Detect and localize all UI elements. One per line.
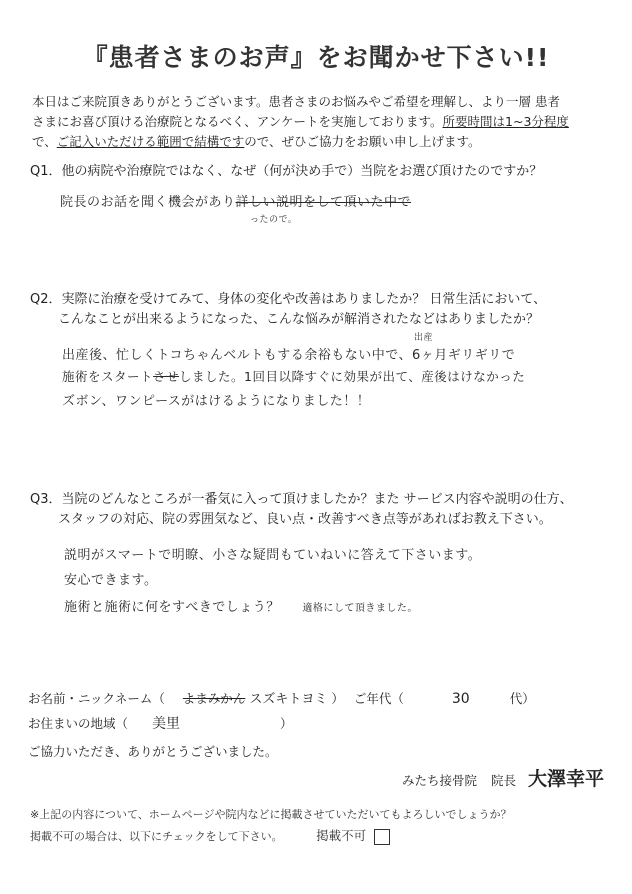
question-1-text: Q1．他の病院や治療院ではなく、なぜ（何が決め手で）当院をお選び頂けたのですか？ — [30, 164, 543, 179]
intro-line-1: 本日はご来院頂きありがとうございます。患者さまのお悩みやご希望を理解し、より一層 患者 — [32, 94, 560, 109]
intro-text — [32, 92, 612, 152]
name-close: ） — [331, 691, 344, 706]
name-label: お名前・ニックネーム（ — [28, 691, 165, 706]
answer-3-line-2: 安心できます。 — [64, 573, 158, 588]
thanks-text: ご協力いただき、ありがとうございました。 — [28, 744, 278, 759]
time-note: 所要時間は1~3分程度 — [442, 114, 569, 129]
answer-1-line-1 — [60, 191, 411, 210]
area-label: お住まいの地域（ — [28, 716, 129, 731]
question-3-line-2: スタッフの対応、院の雰囲気など、良い点・改善すべき点等があればお教え下さい。 — [58, 512, 552, 527]
footer-note-2-row — [30, 826, 390, 845]
answer-2-struck: させ — [153, 369, 180, 384]
name-value[interactable]: スズキトヨミ — [249, 692, 328, 707]
answer-1-main: 院長のお話を聞く機会があり — [60, 195, 236, 210]
intro-line-2-text: さまにお喜び頂ける治療院となるべく、アンケートを実施しております。 — [32, 114, 443, 129]
age-label: ご年代（ — [353, 691, 404, 706]
signature — [402, 764, 604, 791]
director-name: 大澤幸平 — [527, 768, 604, 790]
answer-2-insert: 出産 — [414, 333, 434, 343]
intro-line-2 — [32, 112, 612, 132]
answer-3-line-3 — [64, 596, 418, 615]
clinic-name: みたち接骨院 — [401, 773, 477, 788]
footer-note-1: ※上記の内容について、ホームページや院内などに掲載させていただいてもよろしいでしょうか？ — [30, 808, 512, 821]
question-2-line-2: こんなことが出来るようになった、こんな悩みが解消されたなどはありましたか？ — [58, 312, 540, 327]
checkbox-label: 掲載不可 — [316, 828, 367, 843]
question-3-line-1: Q3．当院のどんなところが一番気に入って頂けましたか？また サービス内容や説明の仕方、 — [30, 492, 573, 507]
name-age-row — [28, 688, 608, 707]
answer-2-line-2 — [62, 367, 525, 385]
name-struck: よまみかん — [182, 691, 246, 706]
intro-line-3a: で、 — [32, 134, 57, 149]
page-title: 『患者さまのお声』をお聞かせ下さい!! — [82, 43, 550, 72]
answer-3-line-1: 説明がスマートで明瞭、小さな疑問もていねいに答えて下さいます。 — [64, 548, 482, 563]
answer-2-line-1: 出産後、忙しくトコちゃんベルトもする余裕もない中で、6ヶ月ギリギリで — [62, 348, 516, 363]
answer-3-line-3b: 適格にして頂きました。 — [302, 603, 418, 614]
range-note: ご記入いただける範囲で結構です — [56, 134, 245, 149]
director-label: 院長 — [490, 773, 516, 788]
question-2-line-1: Q2．実際に治療を受けてみて、身体の変化や改善はありましたか？ 日常生活において、 — [30, 292, 547, 307]
answer-3-line-3a: 施術と施術に何をすべきでしょう？ — [64, 600, 280, 615]
intro-line-3b: ので、ぜひご協力をお願い申し上げます。 — [244, 134, 481, 149]
question-1 — [30, 162, 610, 182]
answer-1-struck: 詳しい説明をして頂いた中で — [235, 195, 412, 210]
question-2 — [30, 290, 610, 330]
question-3 — [30, 490, 610, 530]
age-value[interactable]: 30 — [451, 691, 470, 707]
publish-refusal-checkbox[interactable] — [374, 829, 390, 845]
area-close: ） — [279, 716, 293, 731]
age-unit: 代） — [509, 691, 535, 706]
answer-2-line-3: ズボン、ワンピースがはけるようになりました！！ — [62, 394, 371, 409]
intro-line-3 — [32, 132, 612, 152]
area-value[interactable]: 美里 — [152, 716, 180, 732]
answer-2-line-2a: 施術をスタート — [62, 369, 154, 384]
answer-2-line-2b: しました。1回目以降すぐに効果が出て、産後はけなかった — [179, 369, 526, 384]
answer-1-sub: ったので。 — [250, 215, 298, 225]
footer-note-2: 掲載不可の場合は、以下にチェックをして下さい。 — [30, 830, 283, 843]
area-row — [28, 713, 608, 733]
